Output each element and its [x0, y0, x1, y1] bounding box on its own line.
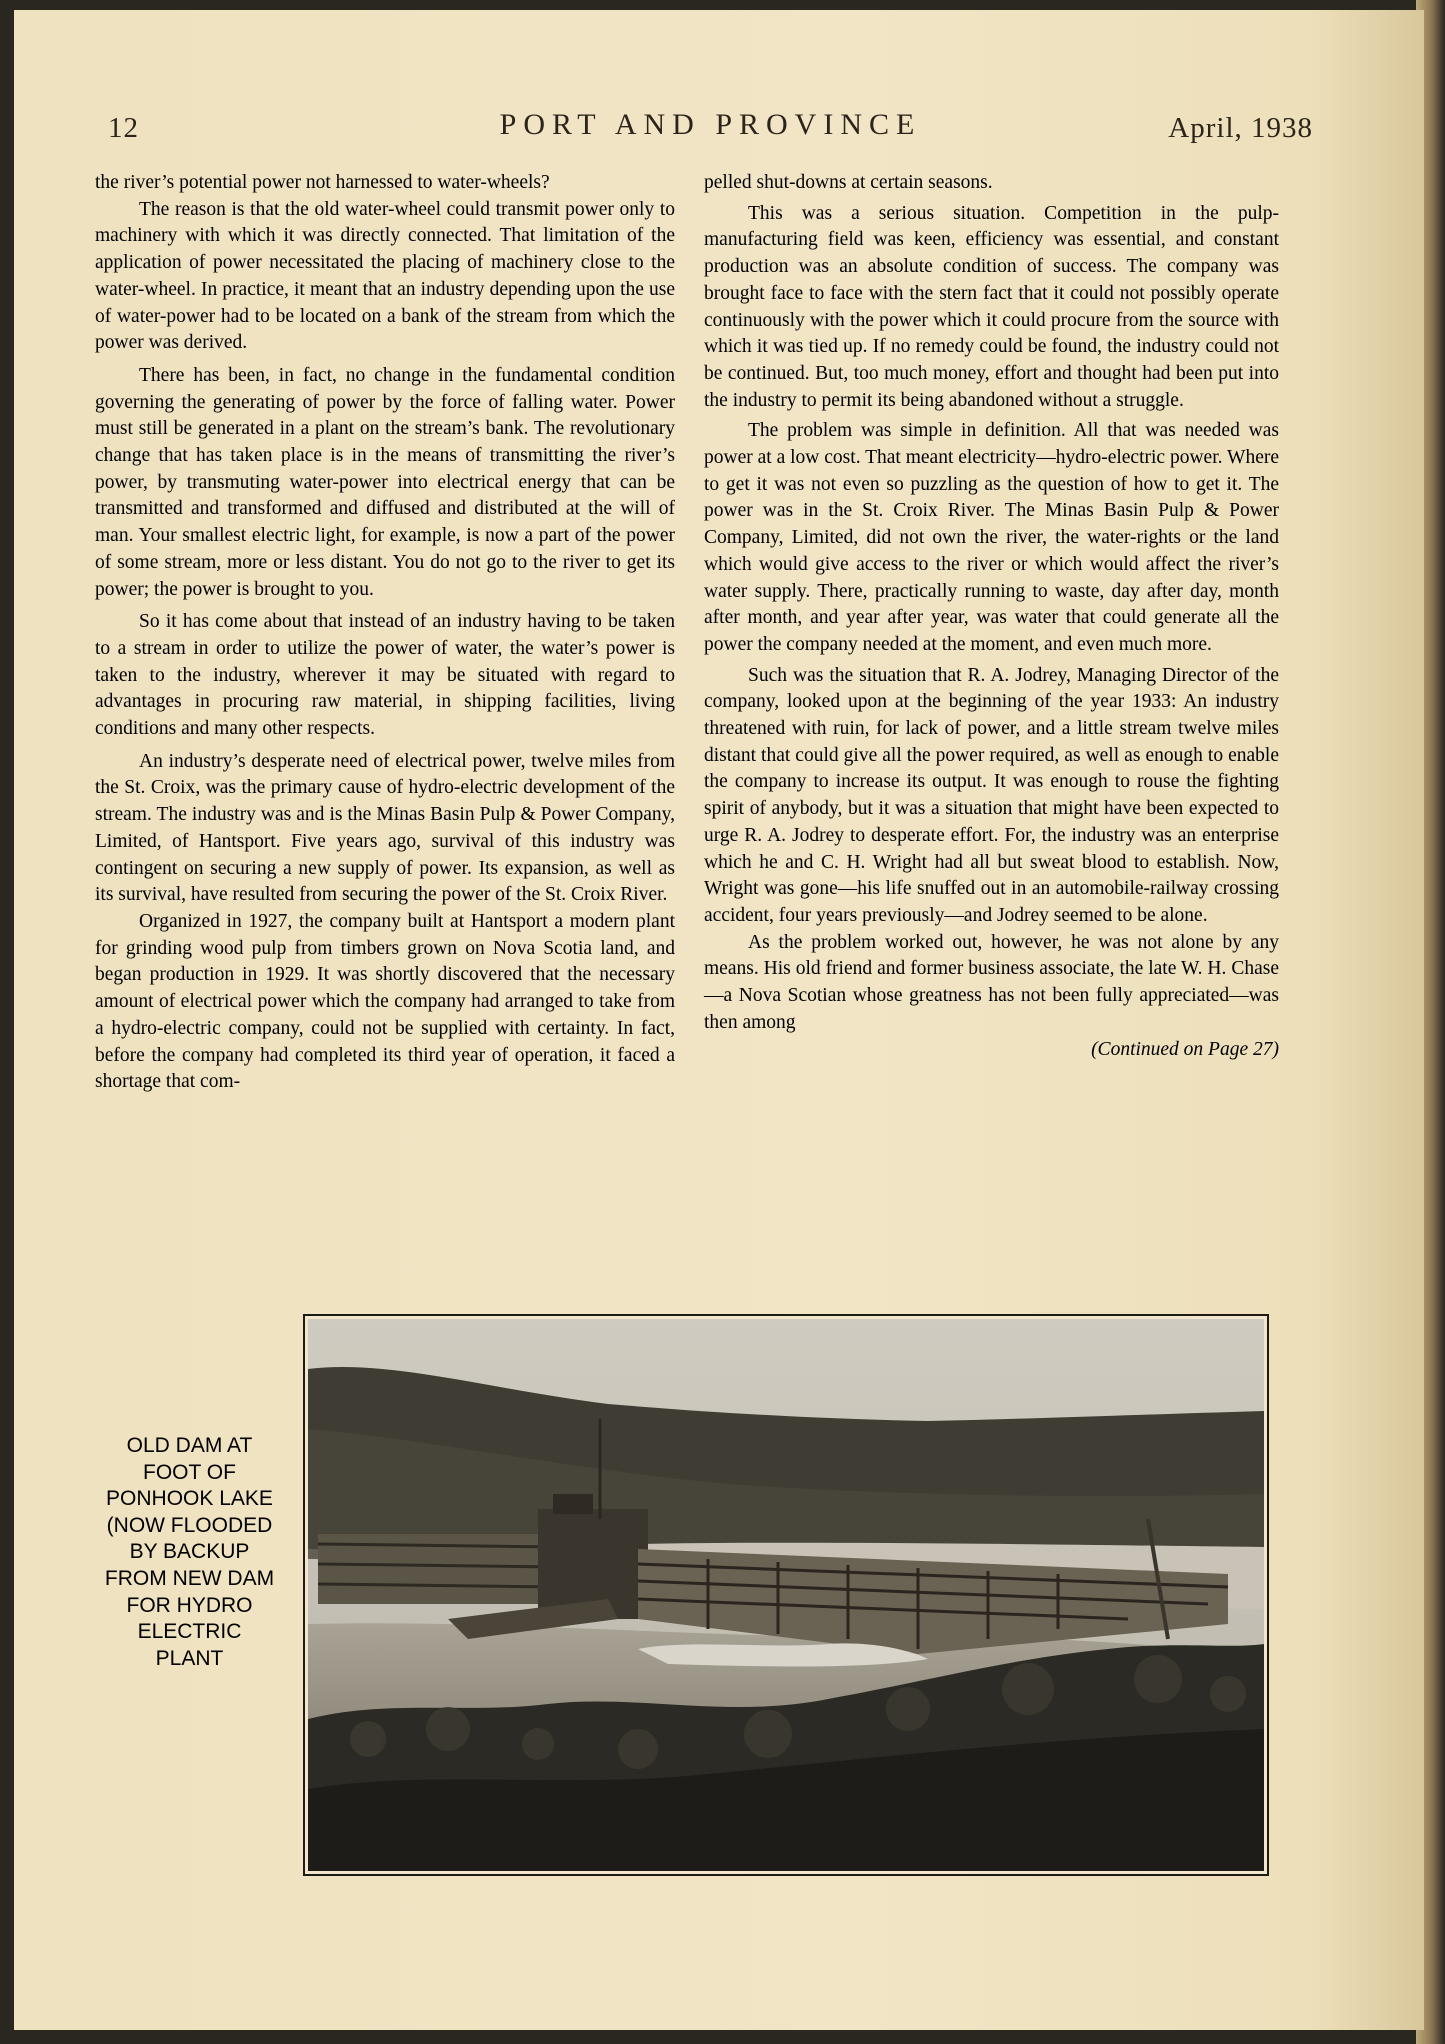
paragraph: Such was the situation that R. A. Jodrey, Managing Director of the company, looked upon at the beginning of the year 1933: An industry threatened with ruin, for lack of power, and a little stream twelve miles distant that could give all the power required, as well as enough to enable the company to increase its output. It was enough to rouse the fighting spirit of anybody, but it was a situation that might have been expected to urge R. A. Jodrey to desperate effort. For, the industry was an enterprise which he and C. H. Wright had all but sweat blood to establish. Now, Wright was gone—his life snuffed out in an automobile-railway crossing accident, four years previously—and Jodrey seemed to be alone.	[704, 664, 1279, 926]
paragraph: As the problem worked out, however, he was not alone by any means. His old friend and former business associate, the late W. H. Chase—a Nova Scotian whose greatness has not been fully appreciated—was then among	[704, 931, 1279, 1033]
photo-frame	[303, 1314, 1269, 1876]
paragraph: There has been, in fact, no change in the fundamental condition governing the generating of power by the force of falling water. Power must still be generated in a plant on the stream’s bank. The revolutionary change that has taken place is in the means of transmitting the river’s power, by transmuting water-power into electrical energy that can be transmitted and transformed and diffused and distributed at the will of man. Your smallest electric light, for example, is now a part of the power of some stream, more or less distant. You do not go to the river to get its power; the power is brought to you.	[95, 364, 675, 600]
paragraph: Organized in 1927, the company built at Hantsport a modern plant for grinding wood pulp from timbers grown on Nova Scotia land, and began production in 1929. It was shortly discovered that the necessary amount of electrical power which the company had arranged to take from a hydro-electric company, could not be supplied with certainty. In fact, before the company had completed its third year of operation, it faced a shortage that com-	[95, 910, 675, 1093]
publication-title: PORT AND PROVINCE	[499, 108, 922, 141]
paragraph: the river’s potential power not harnessed to water-wheels?	[95, 172, 550, 193]
left-column	[95, 170, 675, 1096]
paragraph: The problem was simple in definition. All that was needed was power at a low cost. That meant electricity—hydro-electric power. Where to get it was not even so puzzling as the question of how to get it. The power was in the St. Croix River. The Minas Basin Pulp & Power Company, Limited, did not own the river, the water-rights or the land which would give access to the river or which would affect the river’s water supply. There, practically running to waste, day after day, month after month, and year after year, was water that could generate all the power the company needed at the moment, and even much more.	[704, 420, 1279, 655]
paragraph: An industry’s desperate need of electrical power, twelve miles from the St. Croix, was the primary cause of hydro-electric development of the stream. The industry was and is the Minas Basin Pulp & Power Company, Limited, of Hantsport. Five years ago, survival of this industry was contingent on securing a new supply of power. Its expansion, as well as its survival, have resulted from securing the power of the St. Croix River.	[95, 750, 675, 906]
photo-caption: OLD DAM AT FOOT OF PONHOOK LAKE (NOW FLOODED BY BACKUP FROM NEW DAM FOR HYDRO ELECTRIC PLANT	[104, 1434, 275, 1670]
issue-date: April, 1938	[1168, 112, 1313, 144]
right-column	[704, 170, 1279, 1063]
paragraph: So it has come about that instead of an industry having to be taken to a stream in order to utilize the power of water, the water’s power is taken to the industry, wherever it may be situated with regard to advantages in procuring raw material, in shipping facilities, living conditions and many other respects.	[95, 611, 675, 740]
continued-note: (Continued on Page 27)	[1091, 1038, 1279, 1060]
paragraph: pelled shut-downs at certain seasons.	[704, 172, 993, 193]
page-number: 12	[108, 112, 139, 144]
page-header	[108, 106, 1313, 146]
paragraph: The reason is that the old water-wheel could transmit power only to machinery with which it was directly connected. That limitation of the application of power necessitated the placing of machinery close to the water-wheel. In practice, it meant that an industry depending upon the use of water-power had to be located on a bank of the stream from which the power was derived.	[95, 198, 675, 354]
dam-photograph	[308, 1319, 1264, 1871]
paragraph: This was a serious situation. Competition in the pulp-manufacturing field was keen, efficiency was essential, and constant production was an absolute condition of success. The company was brought face to face with the stern fact that it could not possibly operate continuously with the power which it could procure from the source with which it was tied up. If no remedy could be found, the industry could not be continued. But, too much money, effort and thought had been put into the industry to permit its being abandoned without a struggle.	[704, 202, 1279, 411]
